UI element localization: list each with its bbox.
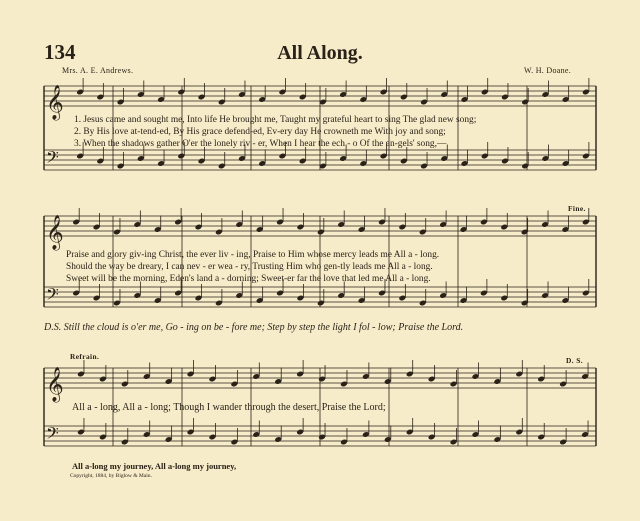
treble-clef: 𝄞 [46, 85, 64, 120]
bass-clef: 𝄢 [46, 423, 59, 447]
bass-clef: 𝄢 [46, 147, 59, 171]
refrain-label: Refrain. [70, 352, 100, 361]
ds-label: D. S. [566, 356, 583, 365]
verse-cont-line-3: Sweet will be the morning, Eden's land a - dorning; Sweet-er far the love that led me All a - long. [66, 274, 431, 284]
ds-lyric-line: D.S. Still the cloud is o'er me, Go - ing on be - fore me; Step by step the light I fol - low; Praise the Lord. [44, 322, 464, 333]
hymn-number: 134 [44, 40, 76, 64]
refrain-lyric: All a - long, All a - long; Though I wander through the desert, Praise the Lord; [72, 402, 386, 413]
copyright-notice: Copyright, 1884, by Biglow & Main. [70, 473, 152, 479]
composer-credit: W. H. Doane. [524, 66, 572, 75]
verse-cont-line-1: Praise and glory giv-ing Christ, the ever liv - ing, Praise to Him whose mercy leads me All a - long. [66, 250, 440, 260]
verse-cont-line-2: Should the way be dreary, I can nev - er wea - ry, Trusting Him who gen-tly leads me All a - long. [66, 262, 433, 272]
hymn-title: All Along. [277, 42, 363, 64]
verse-line-3: 3. When the shadows gather O'er the lonely riv - er, When I hear the ech - o Of the an-gels' song,— [74, 139, 447, 149]
verse-line-1: 1. Jesus came and sought me, Into life He brought me, Taught my grateful heart to sing The glad new song; [74, 115, 477, 125]
fine-label: Fine. [568, 204, 586, 213]
treble-clef: 𝄞 [46, 215, 64, 250]
author-credit: Mrs. A. E. Andrews. [62, 66, 134, 75]
refrain-bass-lyric: All a-long my journey, All a-long my journey, [72, 461, 237, 471]
verse-line-2: 2. By His love at-tend-ed, By His grace defend-ed, Ev-ery day He crowneth me With joy and song; [74, 127, 446, 137]
treble-clef: 𝄞 [46, 367, 64, 402]
bass-clef: 𝄢 [46, 284, 59, 308]
